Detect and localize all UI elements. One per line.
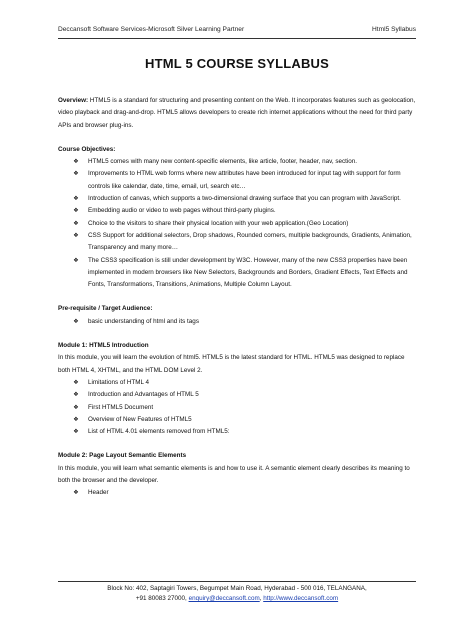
- prerequisite-heading: Pre-requisite / Target Audience:: [58, 305, 153, 313]
- list-item: [58, 377, 416, 389]
- overview-text: HTML5 is a standard for structuring and presenting content on the Web. It incorporates features such as geolocation, video playback and drag-and-drop. HTML5 allows developers to create rich internet applications without the need for third party APIs and browser plug-ins.: [58, 97, 416, 129]
- footer-email-link[interactable]: enquiry@deccansoft.com: [188, 595, 260, 602]
- diamond-bullet-icon: ❖: [73, 378, 79, 386]
- diamond-bullet-icon: ❖: [73, 207, 79, 215]
- list-item: [58, 255, 416, 292]
- footer-phone: +91 80083 27000,: [135, 595, 189, 602]
- page-title: HTML 5 COURSE SYLLABUS: [144, 56, 329, 71]
- list-item: [58, 316, 416, 328]
- diamond-bullet-icon: ❖: [73, 489, 79, 497]
- module1-list: [58, 377, 416, 438]
- diamond-bullet-icon: ❖: [73, 231, 79, 239]
- list-item-text: basic understanding of html and its tags: [88, 317, 199, 325]
- list-item: [58, 426, 416, 438]
- module1-intro: In this module, you will learn the evolution of html5. HTML5 is the latest standard for HTML. HTML5 was designed to replace both HTML 4, XHTML, and the HTML DOM Level 2.: [58, 354, 405, 374]
- footer-contact: [58, 594, 416, 604]
- list-item-text: Improvements to HTML web forms where new attributes have been introduced for input tag with support for form controls like calendar, date, time, email, url, search etc…: [88, 170, 401, 190]
- module1-heading: Module 1: HTML5 Introduction: [58, 342, 149, 350]
- module2-list: [58, 487, 416, 499]
- module2-heading: Module 2: Page Layout Semantic Elements: [58, 452, 187, 460]
- list-item-text: The CSS3 specification is still under development by W3C. However, many of the new CSS3 properties have been implemented in modern browsers like New Selectors, Backgrounds and Borders, Gradient Effects, Text Effects and Fonts, Transformations, Transitions, Animations, Multiple Column Layout.: [88, 256, 408, 289]
- list-item: [58, 168, 416, 193]
- diamond-bullet-icon: ❖: [73, 195, 79, 203]
- diamond-bullet-icon: ❖: [73, 403, 79, 411]
- list-item: [58, 218, 416, 230]
- diamond-bullet-icon: ❖: [73, 391, 79, 399]
- objectives-heading: Course Objectives:: [58, 145, 116, 153]
- list-item-text: Embedding audio or video to web pages without third-party plugins.: [88, 207, 276, 215]
- list-item: [58, 414, 416, 426]
- diamond-bullet-icon: ❖: [73, 170, 79, 178]
- page-footer: [58, 584, 416, 604]
- footer-divider: [58, 581, 416, 582]
- header-divider: [58, 38, 416, 39]
- list-item: [58, 230, 416, 255]
- list-item-text: CSS Support for additional selectors, Drop shadows, Rounded corners, multiple backgrounds, Gradients, Animation, Transparency and many more…: [88, 231, 412, 252]
- list-item-text: Choice to the visitors to share their physical location with your web application.(Geo Location): [88, 219, 349, 227]
- list-item-text: Introduction of canvas, which supports a two-dimensional drawing surface that you can program with JavaScript.: [88, 195, 401, 203]
- overview-label: Overview:: [58, 97, 89, 104]
- footer-website-link[interactable]: http://www.deccansoft.com: [263, 595, 339, 602]
- overview-paragraph: [58, 95, 416, 132]
- diamond-bullet-icon: ❖: [73, 317, 79, 325]
- list-item: [58, 156, 416, 168]
- list-item: [58, 205, 416, 217]
- diamond-bullet-icon: ❖: [73, 219, 79, 227]
- list-item: [58, 389, 416, 401]
- diamond-bullet-icon: ❖: [73, 428, 79, 436]
- list-item: [58, 193, 416, 205]
- diamond-bullet-icon: ❖: [73, 415, 79, 423]
- diamond-bullet-icon: ❖: [73, 256, 79, 264]
- list-item-text: Header: [88, 489, 109, 497]
- header-doc-title: Html5 Syllabus: [372, 26, 416, 33]
- list-item-text: Limitations of HTML 4: [88, 378, 150, 386]
- page-header: [58, 26, 416, 33]
- list-item: [58, 487, 416, 499]
- document-body: [58, 95, 416, 500]
- objectives-list: [58, 156, 416, 291]
- diamond-bullet-icon: ❖: [73, 158, 79, 166]
- list-item-text: Introduction and Advantages of HTML 5: [88, 391, 199, 399]
- prerequisite-list: [58, 316, 416, 328]
- list-item-text: HTML5 comes with many new content-specific elements, like article, footer, header, nav, section.: [88, 158, 358, 166]
- footer-separator: ,: [259, 595, 264, 602]
- list-item-text: Overview of New Features of HTML5: [88, 415, 192, 423]
- module2-intro: In this module, you will learn what semantic elements is and how to use it. A semantic element clearly describes its meaning to both the browser and the developer.: [58, 464, 410, 485]
- header-company: Deccansoft Software Services-Microsoft Silver Learning Partner: [58, 26, 245, 33]
- list-item-text: First HTML5 Document: [88, 403, 154, 411]
- list-item: [58, 402, 416, 414]
- list-item-text: List of HTML 4.01 elements removed from HTML5:: [88, 428, 230, 436]
- footer-address: Block No: 402, Saptagiri Towers, Begumpet Main Road, Hyderabad - 500 016, TELANGANA,: [107, 585, 367, 592]
